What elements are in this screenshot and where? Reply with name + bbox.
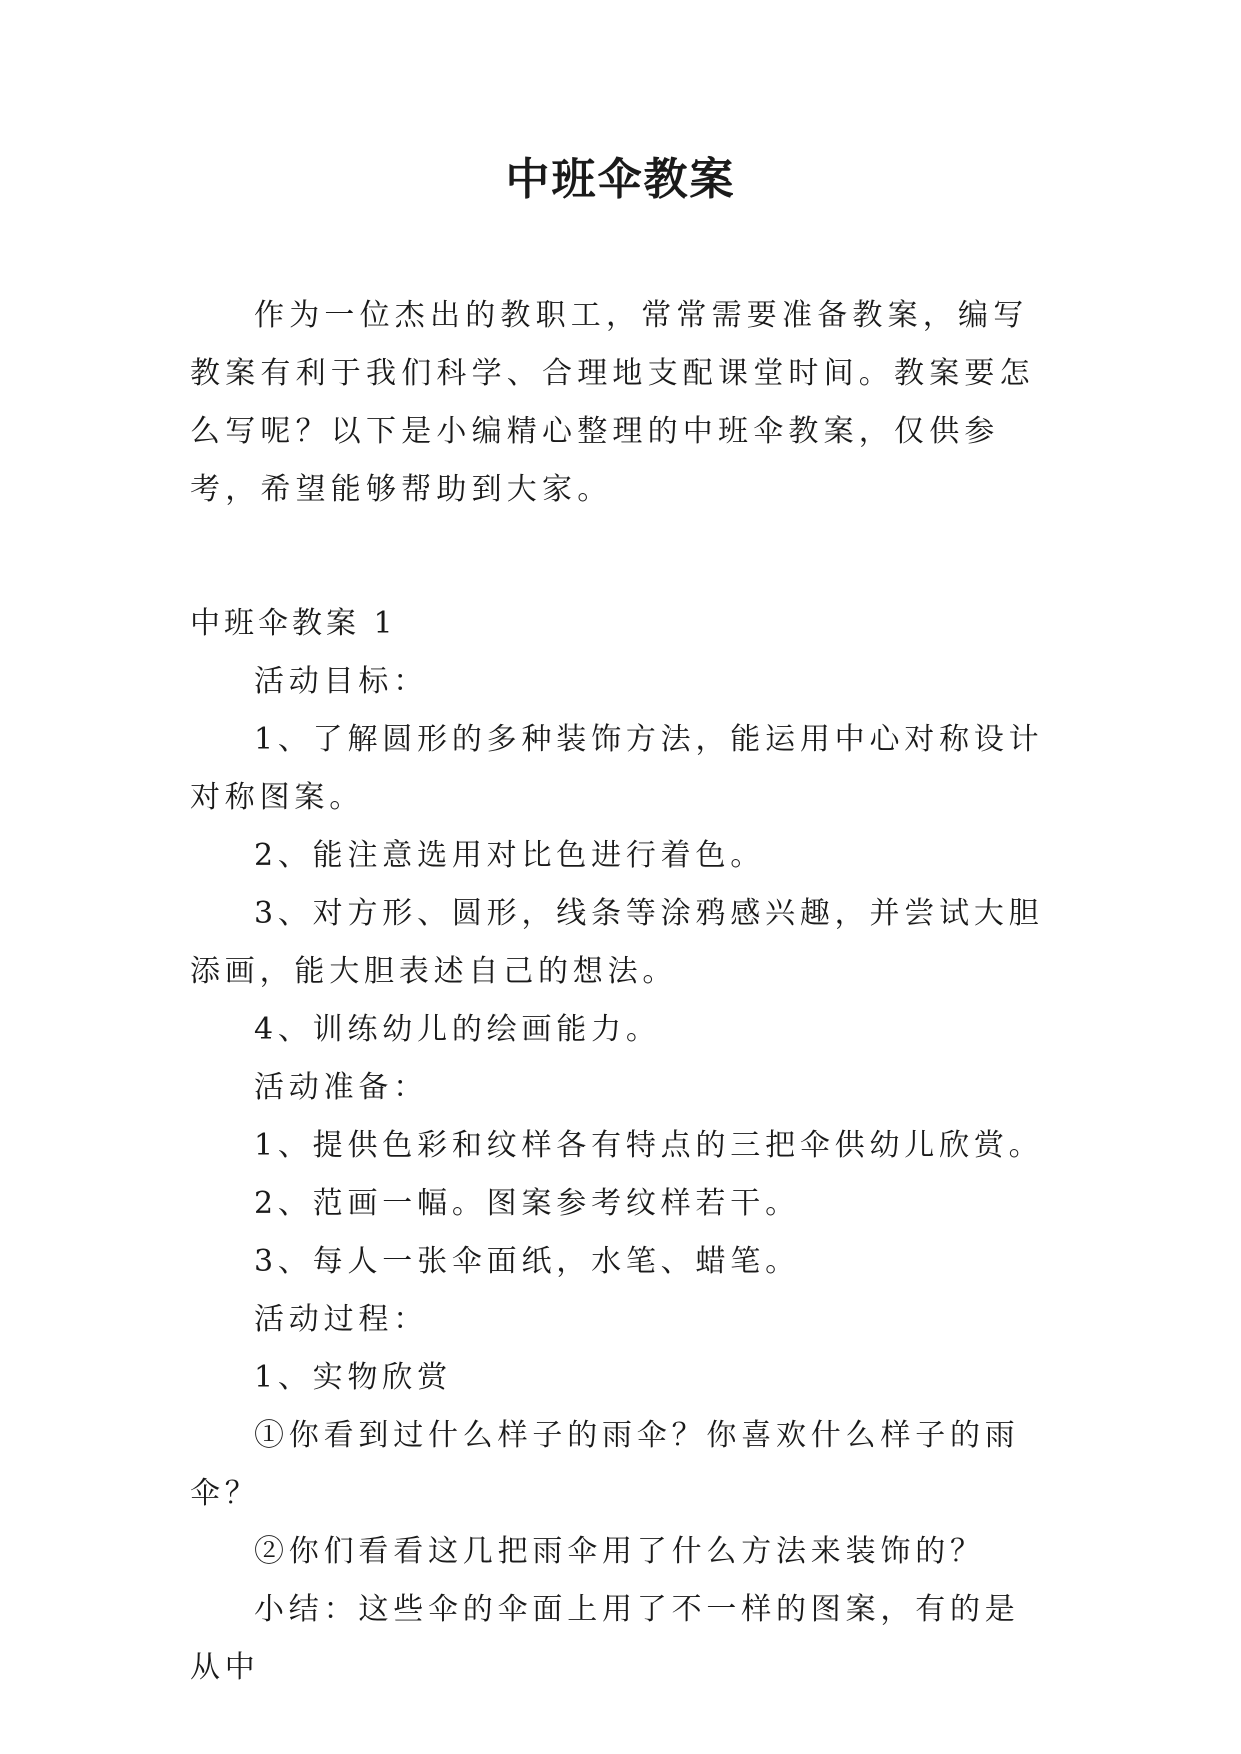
activity-preparation-heading: 活动准备： — [254, 1070, 428, 1105]
process-question-2: ②你们看看这几把雨伞用了什么方法来装饰的？ — [254, 1534, 985, 1569]
goal-item-4: 4、训练幼儿的绘画能力。 — [254, 1012, 661, 1047]
summary-paragraph: 小结：这些伞的伞面上用了不一样的图案，有的是从中 — [190, 1592, 1020, 1685]
goal-item-3: 3、对方形、圆形，线条等涂鸦感兴趣，并尝试大胆添画，能大胆表述自己的想法。 — [190, 896, 1044, 989]
intro-paragraph: 作为一位杰出的教职工，常常需要准备教案，编写教案有利于我们科学、合理地支配课堂时间。教案要怎么写呢？以下是小编精心整理的中班伞教案，仅供参考，希望能够帮助到大家。 — [190, 298, 1035, 507]
preparation-item-1: 1、提供色彩和纹样各有特点的三把伞供幼儿欣赏。 — [254, 1128, 1044, 1163]
goal-item-2: 2、能注意选用对比色进行着色。 — [254, 838, 766, 873]
goal-item-1: 1、了解圆形的多种装饰方法，能运用中心对称设计对称图案。 — [190, 722, 1044, 815]
process-step-1: 1、实物欣赏 — [254, 1360, 452, 1395]
activity-process-heading: 活动过程： — [254, 1302, 428, 1337]
process-question-1: ①你看到过什么样子的雨伞？你喜欢什么样子的雨伞？ — [190, 1418, 1020, 1511]
preparation-item-2: 2、范画一幅。图案参考纹样若干。 — [254, 1186, 800, 1221]
preparation-item-3: 3、每人一张伞面纸，水笔、蜡笔。 — [254, 1244, 800, 1279]
activity-goals-heading: 活动目标： — [254, 664, 428, 699]
document-title: 中班伞教案 — [505, 154, 736, 205]
document-body — [190, 287, 1050, 1697]
section-heading: 中班伞教案 1 — [190, 606, 397, 641]
